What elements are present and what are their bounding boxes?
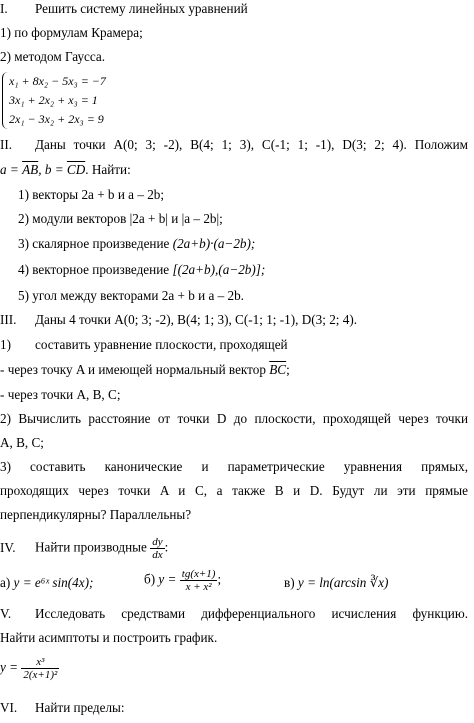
section-4-heading: IV. Найти производные $\frac{dy}{dx}$ :	[0, 536, 169, 561]
equation-system	[2, 72, 106, 129]
section-5-line-1: V. Исследовать средствами дифференциального исчисления функцию.	[0, 606, 468, 621]
s1-item-2: 2) методом Гаусса.	[0, 49, 106, 64]
equation-3: 2x₁ − 3x₂ + 2x₃ = 9	[9, 112, 104, 126]
vector-bc: $\overline{BC}$	[269, 362, 287, 377]
section-1-heading	[0, 0, 248, 17]
vector-cd: $\overline{CD}$	[66, 162, 86, 177]
s2-item-1: 1) векторы 2a + b и a – 2b;	[18, 187, 165, 202]
s3-item-1: 1) составить уравнение плоскости, проходящей	[0, 337, 288, 352]
cross-product-formula: [(2a+b),(a−2b)];	[172, 262, 266, 277]
section-title: Решить систему линейных уравнений	[35, 1, 248, 16]
s2-item-5: 5) угол между векторами 2a + b и a – 2b.	[18, 288, 244, 303]
s3-item-3-line-1: 3) составить канонические и параметрические уравнения прямых,	[0, 459, 468, 474]
section-number: I.	[0, 1, 8, 16]
s3-sub-1: - через точку A и имеющей нормальный вектор $\overline{BC}$;	[0, 362, 290, 377]
section-3-intro: III. Даны 4 точки A(0; 3; -2), B(4; 1; 3), C(-1; 1; -1), D(3; 2; 4).	[0, 312, 358, 327]
formula-a: y = e⁶ˣ sin(4x);	[13, 575, 94, 590]
formula-c: y = ln(arcsin ∛x)	[297, 575, 389, 590]
s1-item-1: 1) по формулам Крамера;	[0, 25, 143, 40]
section-number: III.	[0, 312, 17, 327]
derivative-fraction: $\frac{dy}{dx}$	[152, 536, 163, 561]
s4-task-b: б) y = $\frac{tg(x+1)}{\text{x + x²}}$ ;	[144, 568, 222, 593]
section-6-heading: VI. Найти пределы:	[0, 700, 125, 715]
vector-ab: $\overline{AB}$	[22, 162, 39, 177]
s3-item-3-line-2: проходящих через точки A и C, а также B и D. Будут ли эти прямые	[0, 483, 468, 498]
s2-item-2: 2) модули векторов |2a + b| и |a – 2b|;	[18, 211, 223, 226]
s3-sub-2: - через точки A, B, C;	[0, 387, 121, 402]
section-number: IV.	[0, 539, 16, 555]
equation-2: 3x₁ + 2x₂ + x₃ = 1	[9, 93, 98, 107]
s3-item-2-line-1: 2) Вычислить расстояние от точки D до плоскости, проходящей через точки	[0, 411, 468, 426]
s5-function: y = $\frac{\text{x³}}{\text{2(x+1)²}}$	[0, 656, 58, 681]
section-5-line-2: Найти асимптоты и построить график.	[0, 630, 218, 645]
s3-item-2-line-2: A, B, C;	[0, 435, 44, 450]
s2-vector-defs: $a = \overline{AB}$, $b = \overline{CD}$. Найти:	[0, 162, 131, 177]
section-number: V.	[0, 606, 12, 621]
formula-b-fraction: $\frac{tg(x+1)}{\text{x + x²}}$	[181, 568, 216, 593]
s4-task-a: а) y = e⁶ˣ sin(4x);	[0, 575, 94, 590]
dot-product-formula: (2a+b)·(a−2b);	[172, 236, 256, 251]
function-fraction: $\frac{\text{x³}}{\text{2(x+1)²}}$	[23, 656, 58, 681]
section-number: II.	[0, 137, 13, 152]
s3-item-3-line-3: перпендикулярны? Параллельны?	[0, 507, 192, 522]
section-number: VI.	[0, 700, 18, 715]
s2-item-4: 4) векторное произведение [(2a+b),(a−2b)];	[18, 262, 266, 277]
equation-1: x₁ + 8x₂ − 5x₃ = −7	[9, 74, 106, 88]
s4-task-c: в) y = ln(arcsin ∛x)	[284, 575, 389, 590]
section-2-intro: II. Даны точки A(0; 3; -2), B(4; 1; 3), C(-1; 1; -1), D(3; 2; 4). Положим	[0, 137, 468, 152]
s2-item-3: 3) скалярное произведение (2a+b)·(a−2b);	[18, 236, 256, 251]
